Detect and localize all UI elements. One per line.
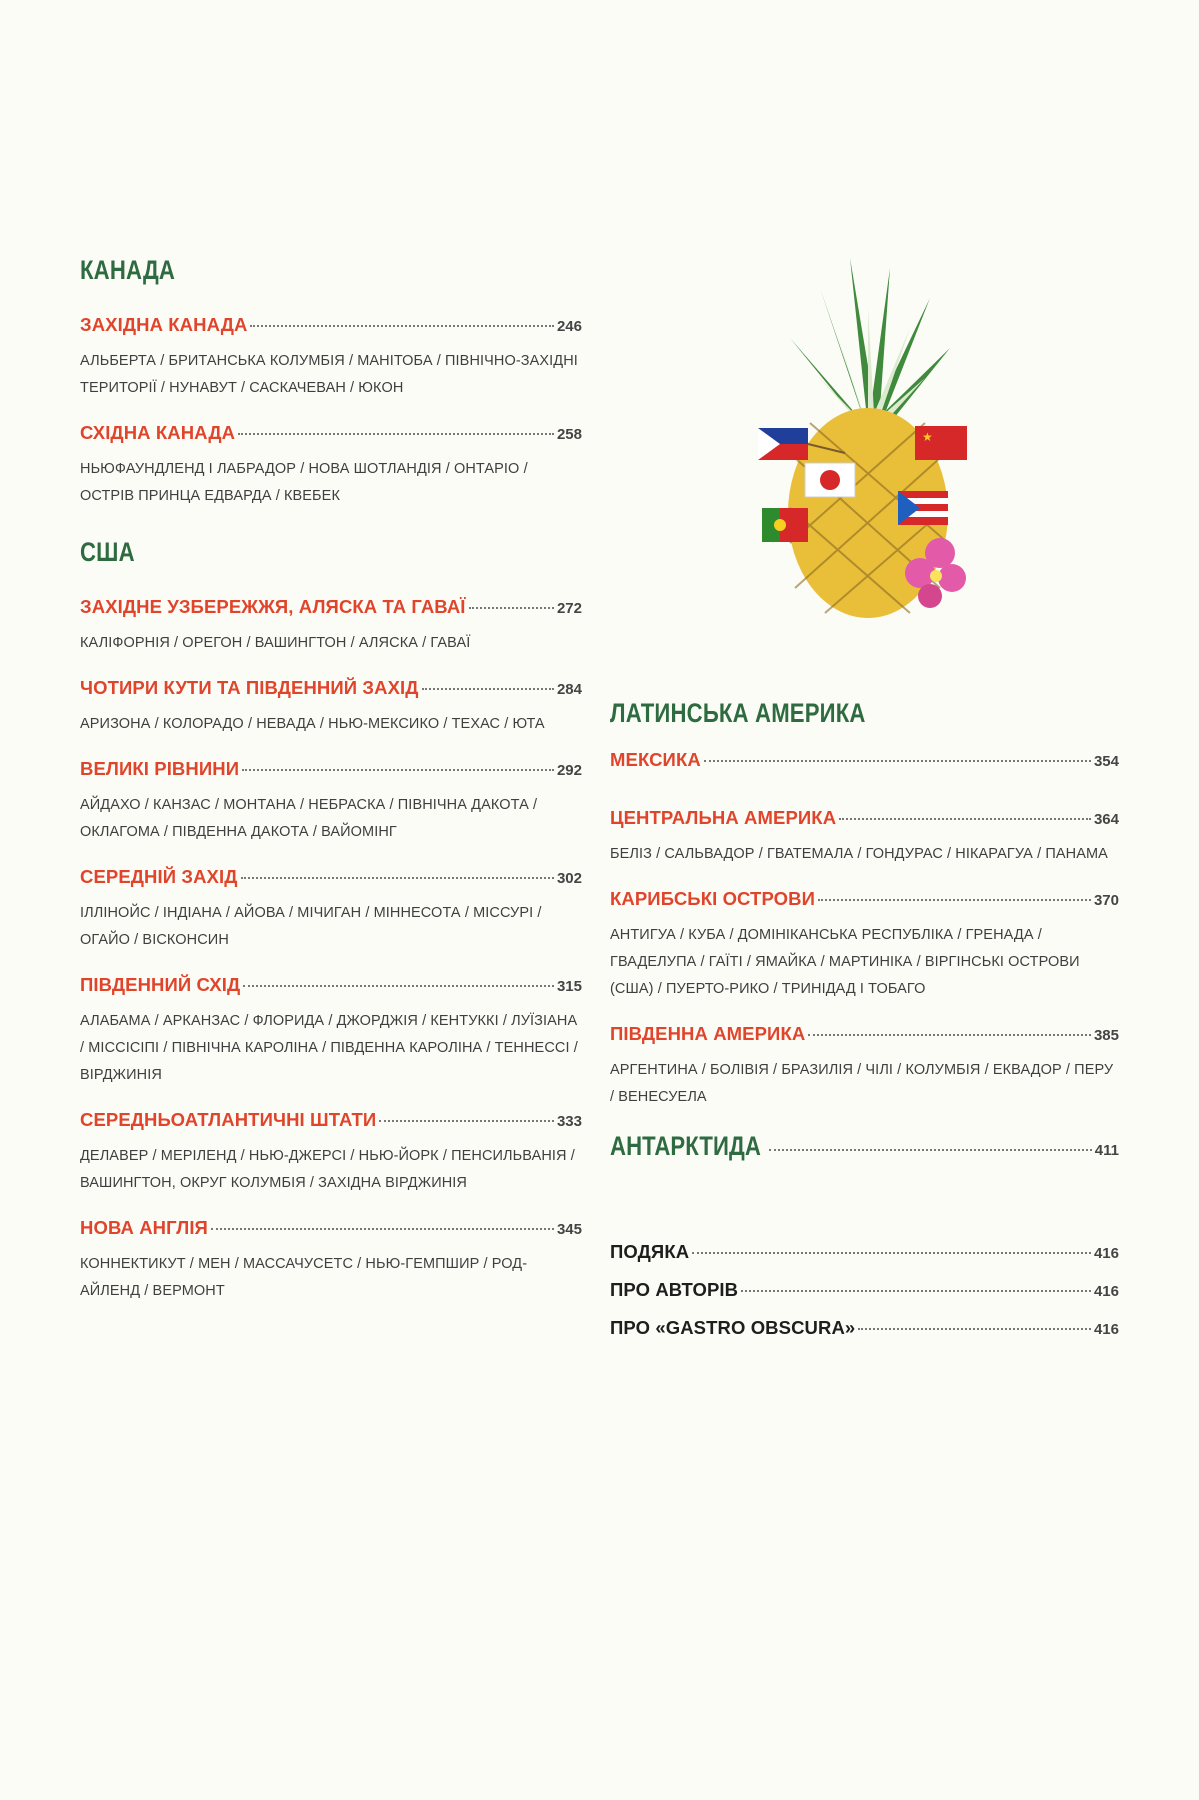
page-number: 302 (556, 870, 582, 887)
entry-title[interactable]: СЕРЕДНЬОАТЛАНТИЧНІ ШТАТИ (80, 1109, 377, 1130)
entry-title[interactable]: НОВА АНГЛІЯ (80, 1217, 208, 1238)
leader-dots (243, 985, 554, 987)
entry-title[interactable]: МЕКСИКА (610, 749, 701, 770)
page-number: 416 (1093, 1321, 1119, 1338)
entry-places: АЛЬБЕРТА / БРИТАНСЬКА КОЛУМБІЯ / МАНІТОБА / ПІВНІЧНО-ЗАХІДНІ ТЕРИТОРІЇ / НУНАВУТ / САСКАЧЕВАН / ЮКОН (80, 353, 578, 396)
entry-places: КАЛІФОРНІЯ / ОРЕГОН / ВАШИНГТОН / АЛЯСКА / ГАВАЇ (80, 635, 471, 651)
toc-entry[interactable] (80, 974, 582, 1089)
leader-dots (241, 877, 554, 879)
leader-dots (242, 769, 554, 771)
leader-dots (692, 1252, 1091, 1254)
toc-entry[interactable] (80, 1109, 582, 1197)
right-column (610, 695, 1119, 1355)
svg-text:★: ★ (922, 430, 933, 444)
entry-title[interactable]: ПРО «GASTRO OBSCURA» (610, 1317, 856, 1338)
page-number: 385 (1093, 1027, 1119, 1044)
entry-title[interactable]: КАРИБСЬКІ ОСТРОВИ (610, 888, 816, 909)
entry-places: КОННЕКТИКУТ / МЕН / МАССАЧУСЕТС / НЬЮ-ГЕМПШИР / РОД-АЙЛЕНД / ВЕРМОНТ (80, 1256, 528, 1299)
china-flag-icon (915, 426, 967, 460)
page-number: 284 (556, 681, 582, 698)
entry-title[interactable]: ЦЕНТРАЛЬНА АМЕРИКА (610, 807, 837, 828)
toc-entry[interactable] (80, 1217, 582, 1305)
toc-entry[interactable] (610, 1279, 1119, 1317)
entry-places: ІЛЛІНОЙС / ІНДІАНА / АЙОВА / МІЧИГАН / МІННЕСОТА / МІССУРІ / ОГАЙО / ВІСКОНСИН (80, 905, 542, 948)
page-number: 370 (1093, 892, 1119, 909)
leader-dots (238, 433, 554, 435)
region-latin-america (610, 695, 1119, 1111)
entry-places: АНТИГУА / КУБА / ДОМІНІКАНСЬКА РЕСПУБЛІКА / ГРЕНАДА / ГВАДЕЛУПА / ГАЇТІ / ЯМАЙКА / МАРТИНІКА / ВІРГІНСЬКІ ОСТРОВИ (США) / ПУЕРТО-РИКО / ТРИНІДАД І ТОБАГО (610, 927, 1080, 997)
page-number: 258 (556, 426, 582, 443)
pineapple-with-flags-icon (750, 258, 980, 628)
entry-title[interactable]: СЕРЕДНІЙ ЗАХІД (80, 866, 238, 887)
leader-dots (250, 325, 554, 327)
toc-entry[interactable] (80, 677, 582, 738)
toc-entry[interactable] (610, 1023, 1119, 1111)
entry-title[interactable]: ЗАХІДНЕ УЗБЕРЕЖЖЯ, АЛЯСКА ТА ГАВАЇ (80, 596, 466, 617)
toc-entry-antarctica[interactable] (610, 1131, 1119, 1171)
page-number: 272 (556, 600, 582, 617)
leader-dots (379, 1120, 554, 1122)
leader-dots (211, 1228, 554, 1230)
page-number: 416 (1093, 1283, 1119, 1300)
page-number: 345 (556, 1221, 582, 1238)
entry-places: НЬЮФАУНДЛЕНД І ЛАБРАДОР / НОВА ШОТЛАНДІЯ / ОНТАРІО / ОСТРІВ ПРИНЦА ЕДВАРДА / КВЕБЕК (80, 461, 528, 504)
region-title: КАНАДА (80, 255, 176, 285)
entry-places: АЛАБАМА / АРКАНЗАС / ФЛОРИДА / ДЖОРДЖІЯ / КЕНТУККІ / ЛУЇЗІАНА / МІССІСІПІ / ПІВНІЧНА КАРОЛІНА / ПІВДЕННА КАРОЛІНА / ТЕННЕССІ / ВІРДЖИНІЯ (80, 1013, 578, 1083)
leader-dots (469, 607, 554, 609)
page-number: 416 (1093, 1245, 1119, 1262)
leader-dots (818, 899, 1091, 901)
page-number: 333 (556, 1113, 582, 1130)
toc-entry[interactable] (80, 422, 582, 510)
portugal-flag-icon (762, 508, 808, 542)
entry-title[interactable]: ПІВДЕННИЙ СХІД (80, 974, 241, 995)
toc-entry[interactable] (610, 888, 1119, 1003)
page-number: 354 (1093, 753, 1119, 770)
region-title: ЛАТИНСЬКА АМЕРИКА (610, 698, 866, 728)
entry-title[interactable]: ВЕЛИКІ РІВНИНИ (80, 758, 240, 779)
region-title[interactable]: АНТАРКТИДА (610, 1131, 761, 1161)
entry-places: АРГЕНТИНА / БОЛІВІЯ / БРАЗИЛІЯ / ЧІЛІ / КОЛУМБІЯ / ЕКВАДОР / ПЕРУ / ВЕНЕСУЕЛА (610, 1062, 1114, 1105)
entry-title[interactable]: СХІДНА КАНАДА (80, 422, 236, 443)
leader-dots (422, 688, 554, 690)
page-number: 246 (556, 318, 582, 335)
region-canada (80, 252, 582, 510)
leader-dots (858, 1328, 1091, 1330)
entry-title[interactable]: ПРО АВТОРІВ (610, 1279, 739, 1300)
entry-places: АРИЗОНА / КОЛОРАДО / НЕВАДА / НЬЮ-МЕКСИКО / ТЕХАС / ЮТА (80, 716, 545, 732)
page-number: 364 (1093, 811, 1119, 828)
region-title: США (80, 537, 135, 567)
entry-places: БЕЛІЗ / САЛЬВАДОР / ГВАТЕМАЛА / ГОНДУРАС / НІКАРАГУА / ПАНАМА (610, 846, 1108, 862)
region-usa (80, 534, 582, 1305)
entry-places: ДЕЛАВЕР / МЕРІЛЕНД / НЬЮ-ДЖЕРСІ / НЬЮ-ЙОРК / ПЕНСИЛЬВАНІЯ / ВАШИНГТОН, ОКРУГ КОЛУМБІЯ / ЗАХІДНА ВІРДЖИНІЯ (80, 1148, 575, 1191)
toc-entry[interactable] (610, 1241, 1119, 1279)
leader-dots (704, 760, 1091, 762)
puerto-rico-flag-icon (898, 491, 948, 525)
page-number: 292 (556, 762, 582, 779)
toc-entry[interactable] (80, 758, 582, 846)
toc-entry[interactable] (610, 1317, 1119, 1355)
toc-entry[interactable] (610, 749, 1119, 779)
leader-dots (808, 1034, 1091, 1036)
leader-dots (839, 818, 1091, 820)
entry-title[interactable]: ПОДЯКА (610, 1241, 690, 1262)
japan-flag-icon (805, 463, 855, 497)
left-column (80, 252, 582, 1329)
toc-entry[interactable] (610, 807, 1119, 868)
entry-title[interactable]: ПІВДЕННА АМЕРИКА (610, 1023, 806, 1044)
leader-dots (741, 1290, 1091, 1292)
page-number: 315 (556, 978, 582, 995)
toc-entry[interactable] (80, 866, 582, 954)
page-number: 411 (1094, 1142, 1119, 1159)
toc-entry[interactable] (80, 314, 582, 402)
back-matter (610, 1241, 1119, 1355)
toc-entry[interactable] (80, 596, 582, 657)
entry-title[interactable]: ЗАХІДНА КАНАДА (80, 314, 248, 335)
leader-dots (769, 1149, 1092, 1151)
entry-places: АЙДАХО / КАНЗАС / МОНТАНА / НЕБРАСКА / ПІВНІЧНА ДАКОТА / ОКЛАГОМА / ПІВДЕННА ДАКОТА / ВАЙОМІНГ (80, 797, 538, 840)
entry-title[interactable]: ЧОТИРИ КУТИ ТА ПІВДЕННИЙ ЗАХІД (80, 677, 419, 698)
